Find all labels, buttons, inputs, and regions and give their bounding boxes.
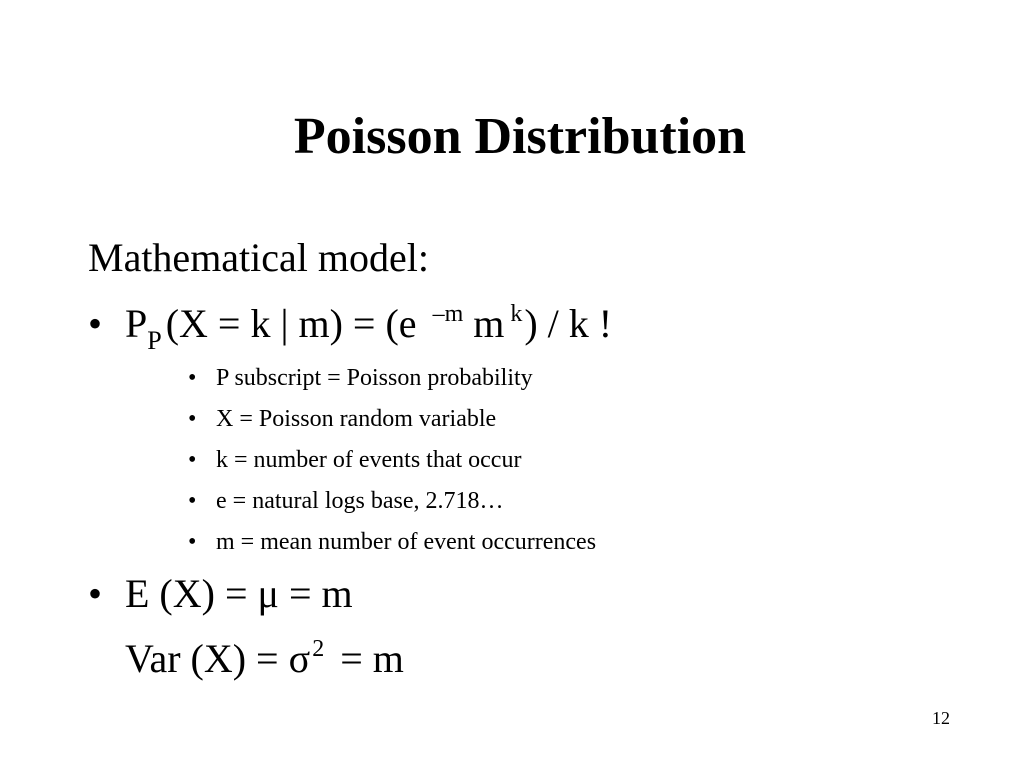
formula-p-subscript: P (147, 326, 162, 355)
formula-exponent-neg-m: –m (432, 301, 464, 327)
variance-rhs: = m (330, 636, 404, 681)
variance-lhs: Var (X) = σ (125, 636, 311, 681)
bullet-marker: • (188, 365, 197, 391)
formula-p: P (125, 301, 148, 346)
bullet-marker: • (188, 529, 197, 555)
formula-lhs: (X = k | m) = (e (165, 301, 427, 346)
mean-formula: E (X) = μ = m (125, 571, 353, 616)
definition-text: k = number of events that occur (216, 447, 522, 473)
bullet-marker: • (188, 447, 197, 473)
section-heading: Mathematical model: (88, 235, 429, 280)
bullet-marker: • (88, 301, 103, 346)
definition-text: e = natural logs base, 2.718… (216, 488, 504, 514)
formula-exponent-k: k (510, 301, 523, 327)
bullet-marker: • (188, 488, 197, 514)
bullet-marker: • (188, 406, 197, 432)
page-number: 12 (932, 708, 950, 728)
variance-exponent: 2 (312, 636, 325, 662)
definition-text: X = Poisson random variable (216, 406, 497, 432)
bullet-marker: • (88, 571, 103, 616)
formula-m: m (473, 301, 505, 346)
definition-text: P subscript = Poisson probability (216, 365, 533, 391)
slide-title: Poisson Distribution (293, 108, 747, 165)
definition-text: m = mean number of event occurrences (216, 529, 597, 555)
formula-rhs: ) / k ! (524, 301, 613, 346)
poisson-formula (125, 300, 612, 354)
variance-formula (125, 635, 404, 689)
